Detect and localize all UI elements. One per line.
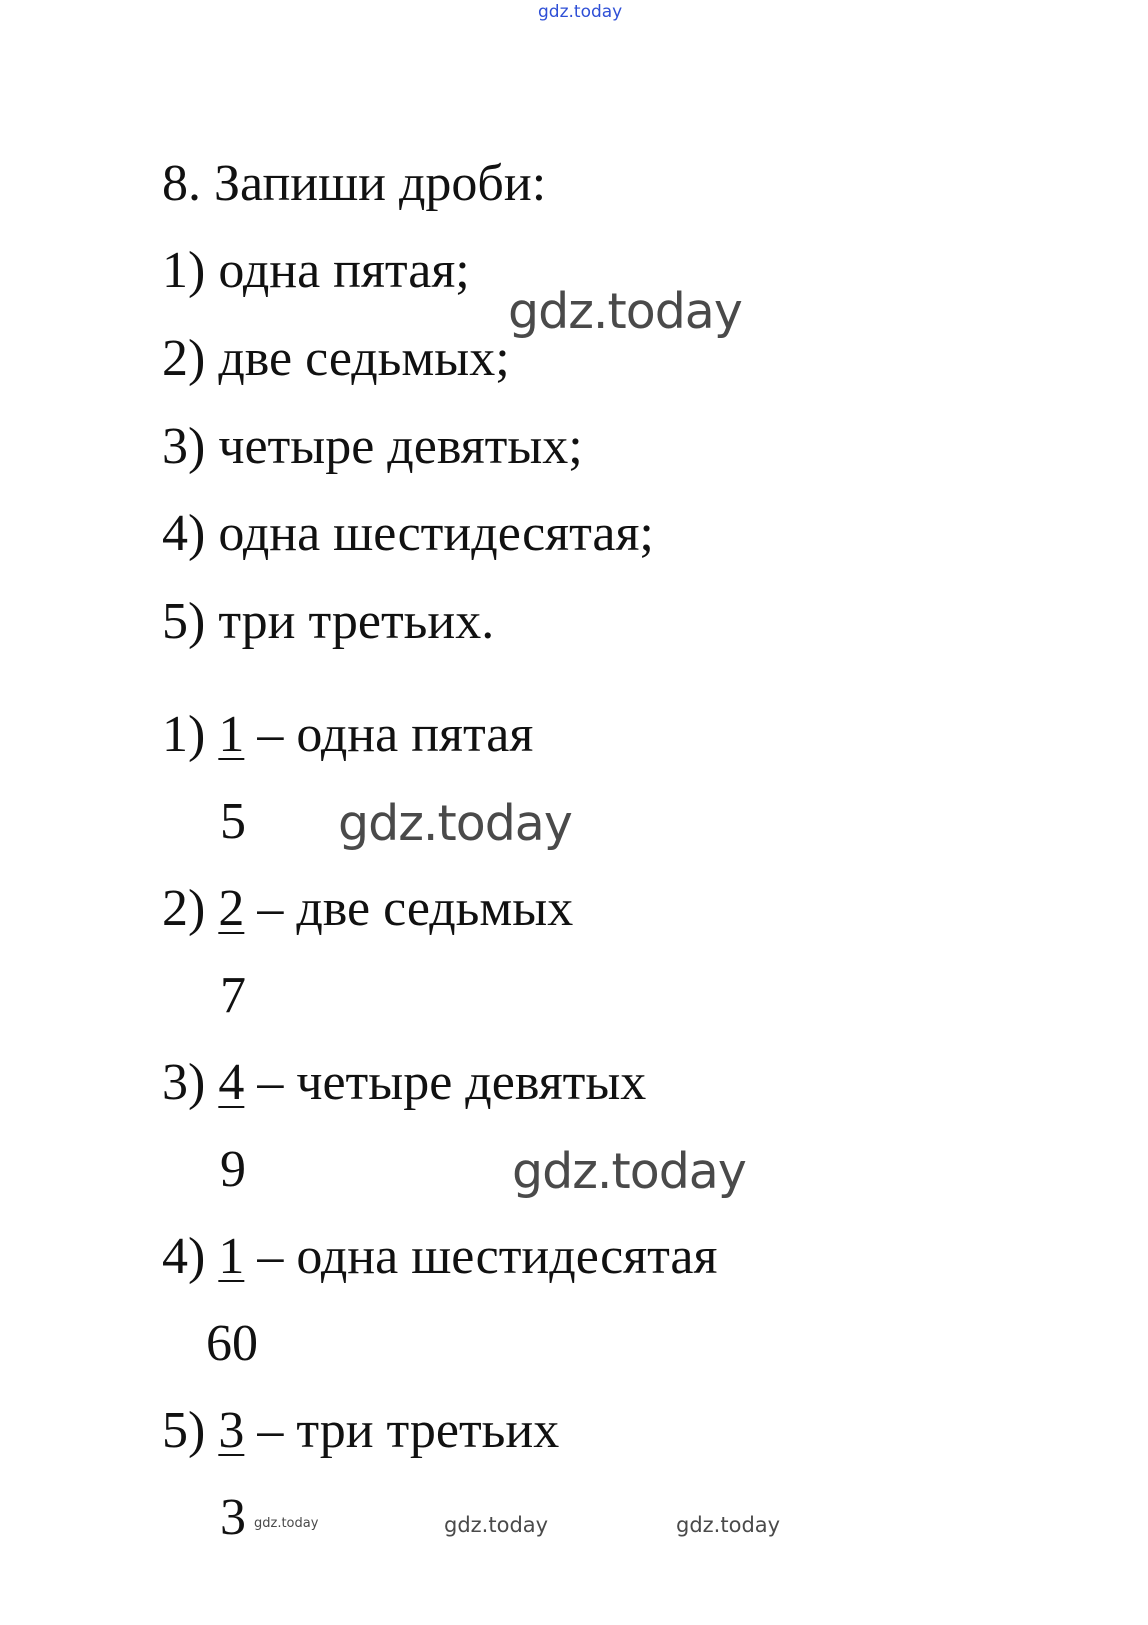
fraction-numerator: 4: [218, 1054, 245, 1111]
answer-label: 3): [162, 1054, 206, 1111]
answer-dash: –: [257, 880, 284, 937]
fraction-denominator-4: 60: [206, 1315, 258, 1372]
answer-dash: –: [257, 706, 284, 763]
task-item-5: 5) три третьих.: [162, 593, 495, 650]
answer-label: 4): [162, 1228, 206, 1285]
answer-1: [162, 705, 533, 765]
fraction-numerator: 2: [218, 880, 245, 937]
watermark-top: gdz.today: [538, 2, 623, 22]
fraction-denominator-3: 9: [220, 1141, 246, 1198]
watermark-2: gdz.today: [338, 795, 572, 852]
watermark-1: gdz.today: [508, 283, 742, 340]
watermark-5: gdz.today: [444, 1513, 549, 1537]
answer-5: [162, 1401, 559, 1461]
answer-words: одна пятая: [296, 706, 534, 763]
answer-4: [162, 1227, 717, 1287]
answer-words: три третьих: [296, 1402, 560, 1459]
fraction-denominator-1: 5: [220, 793, 246, 850]
fraction-numerator: 1: [218, 706, 245, 763]
task-title: 8. Запиши дроби:: [162, 155, 547, 212]
answer-3: [162, 1053, 646, 1113]
task-item-4: 4) одна шестидесятая;: [162, 505, 654, 562]
fraction-numerator: 3: [218, 1402, 245, 1459]
watermark-3: gdz.today: [512, 1143, 746, 1200]
answer-2: [162, 879, 573, 939]
fraction-denominator-5: 3: [220, 1489, 246, 1546]
answer-label: 2): [162, 880, 206, 937]
answer-words: четыре девятых: [296, 1054, 647, 1111]
answer-label: 1): [162, 706, 206, 763]
fraction-numerator: 1: [218, 1228, 245, 1285]
task-item-2: 2) две седьмых;: [162, 330, 510, 387]
fraction-denominator-2: 7: [220, 967, 246, 1024]
answer-words: две седьмых: [296, 880, 574, 937]
answer-dash: –: [257, 1228, 284, 1285]
watermark-6: gdz.today: [676, 1513, 781, 1537]
answer-dash: –: [257, 1402, 284, 1459]
answer-words: одна шестидесятая: [296, 1228, 718, 1285]
task-item-1: 1) одна пятая;: [162, 242, 470, 299]
task-item-3: 3) четыре девятых;: [162, 418, 583, 475]
watermark-4: gdz.today: [254, 1516, 319, 1531]
answer-label: 5): [162, 1402, 206, 1459]
answer-dash: –: [257, 1054, 284, 1111]
